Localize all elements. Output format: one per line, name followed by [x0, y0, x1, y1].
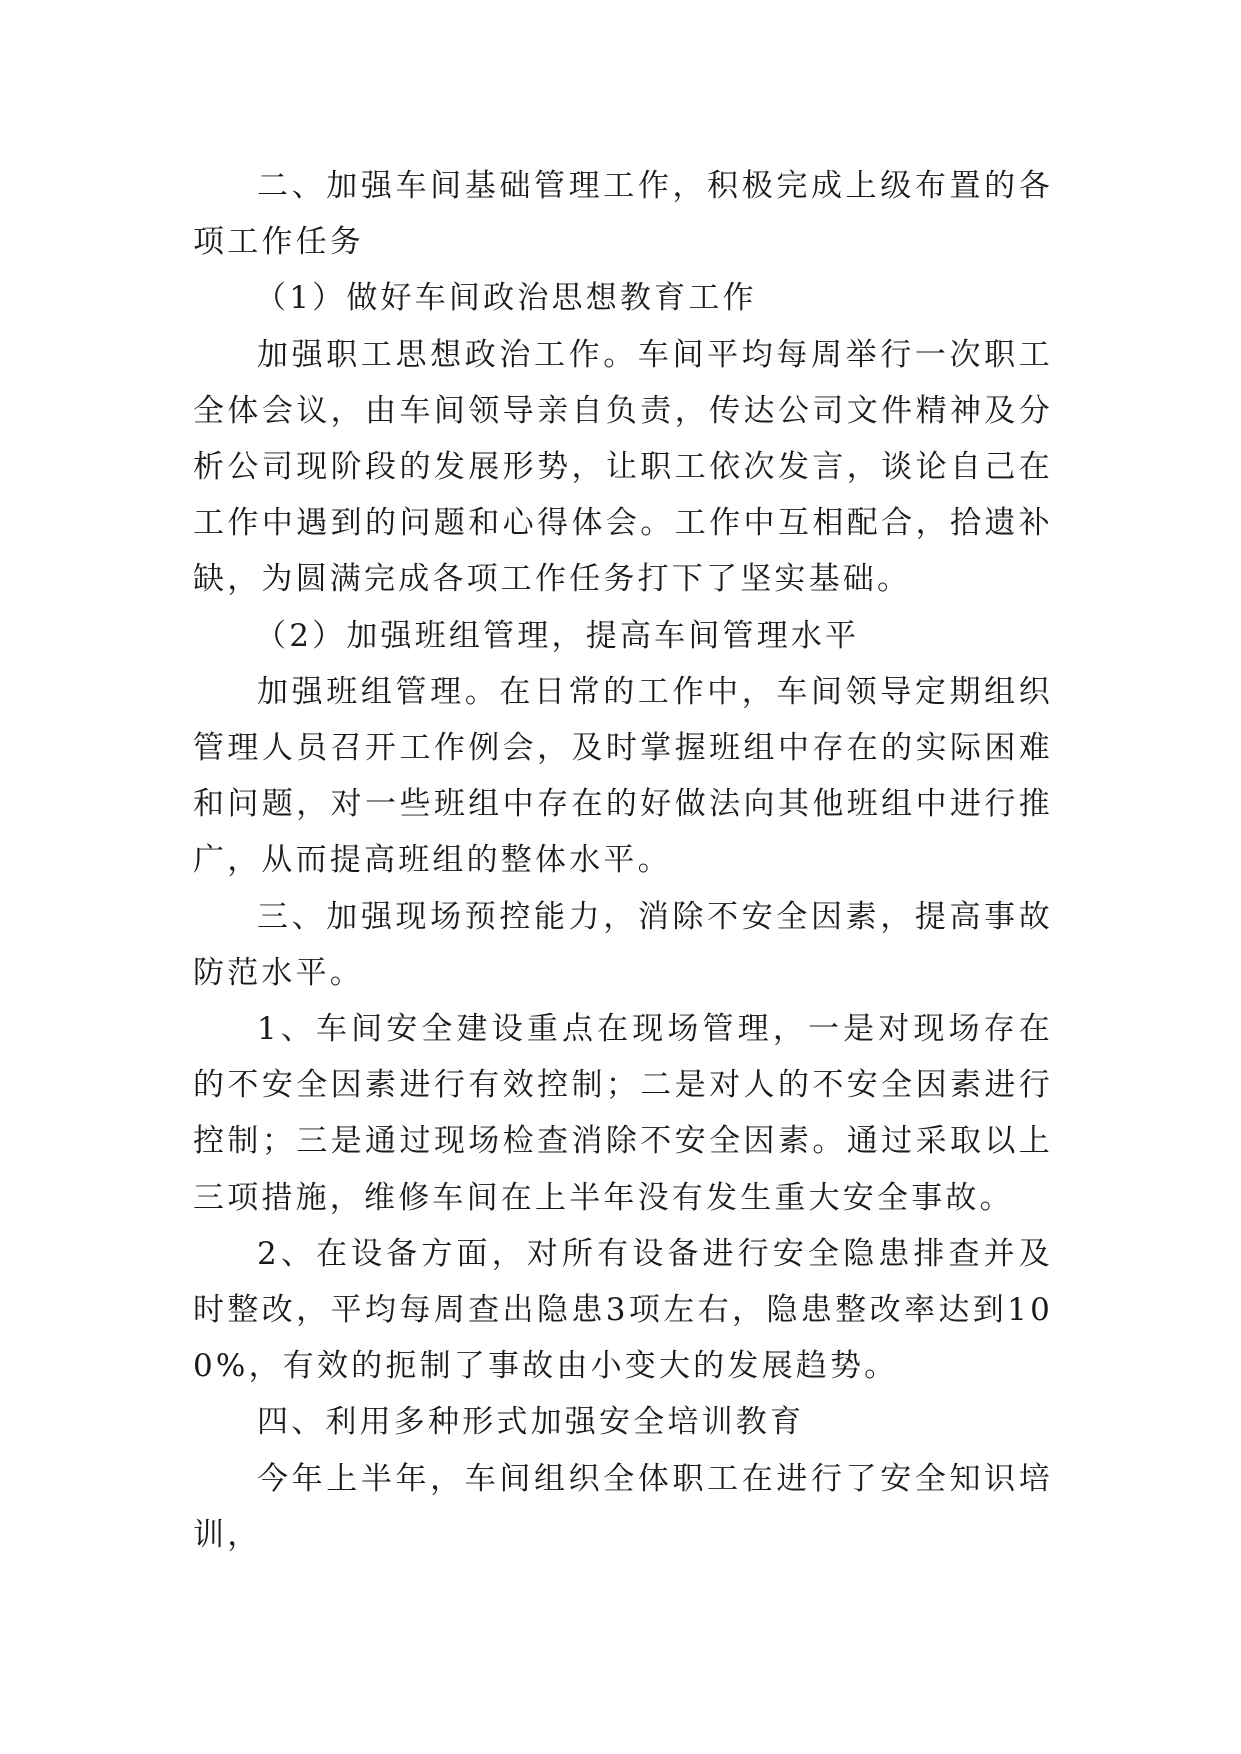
section-4-heading: 四、利用多种形式加强安全培训教育 [257, 1404, 805, 1441]
sub-1-body: 加强职工思想政治工作。车间平均每周举行一次职工全体会议，由车间领导亲自负责，传达公司文件精神及分析公司现阶段的发展形势，让职工依次发言，谈论自己在工作中遇到的问题和心得体会。工作中互相配合，拾遗补缺，为圆满完成各项工作任务打下了坚实基础。 [193, 336, 1053, 598]
sub-2-body: 加强班组管理。在日常的工作中，车间领导定期组织管理人员召开工作例会，及时掌握班组中存在的实际困难和问题，对一些班组中存在的好做法向其他班组中进行推广，从而提高班组的整体水平。 [193, 673, 1053, 879]
sub-1-heading: （1）做好车间政治思想教育工作 [255, 280, 757, 317]
document-body [193, 158, 1053, 1563]
item-2: 2、在设备方面，对所有设备进行安全隐患排查并及时整改，平均每周查出隐患3项左右，隐患整改率达到100%，有效的扼制了事故由小变大的发展趋势。 [193, 1235, 1053, 1385]
section-2-heading: 二、加强车间基础管理工作，积极完成上级布置的各项工作任务 [193, 168, 1053, 261]
sub-2-heading: （2）加强班组管理，提高车间管理水平 [255, 617, 860, 654]
item-1: 1、车间安全建设重点在现场管理，一是对现场存在的不安全因素进行有效控制；二是对人的不安全因素进行控制；三是通过现场检查消除不安全因素。通过采取以上三项措施，维修车间在上半年没有发生重大安全事故。 [193, 1011, 1053, 1216]
section-4-body: 今年上半年，车间组织全体职工在进行了安全知识培训， [193, 1460, 1053, 1553]
section-3-heading: 三、加强现场预控能力，消除不安全因素，提高事故防范水平。 [193, 898, 1053, 991]
